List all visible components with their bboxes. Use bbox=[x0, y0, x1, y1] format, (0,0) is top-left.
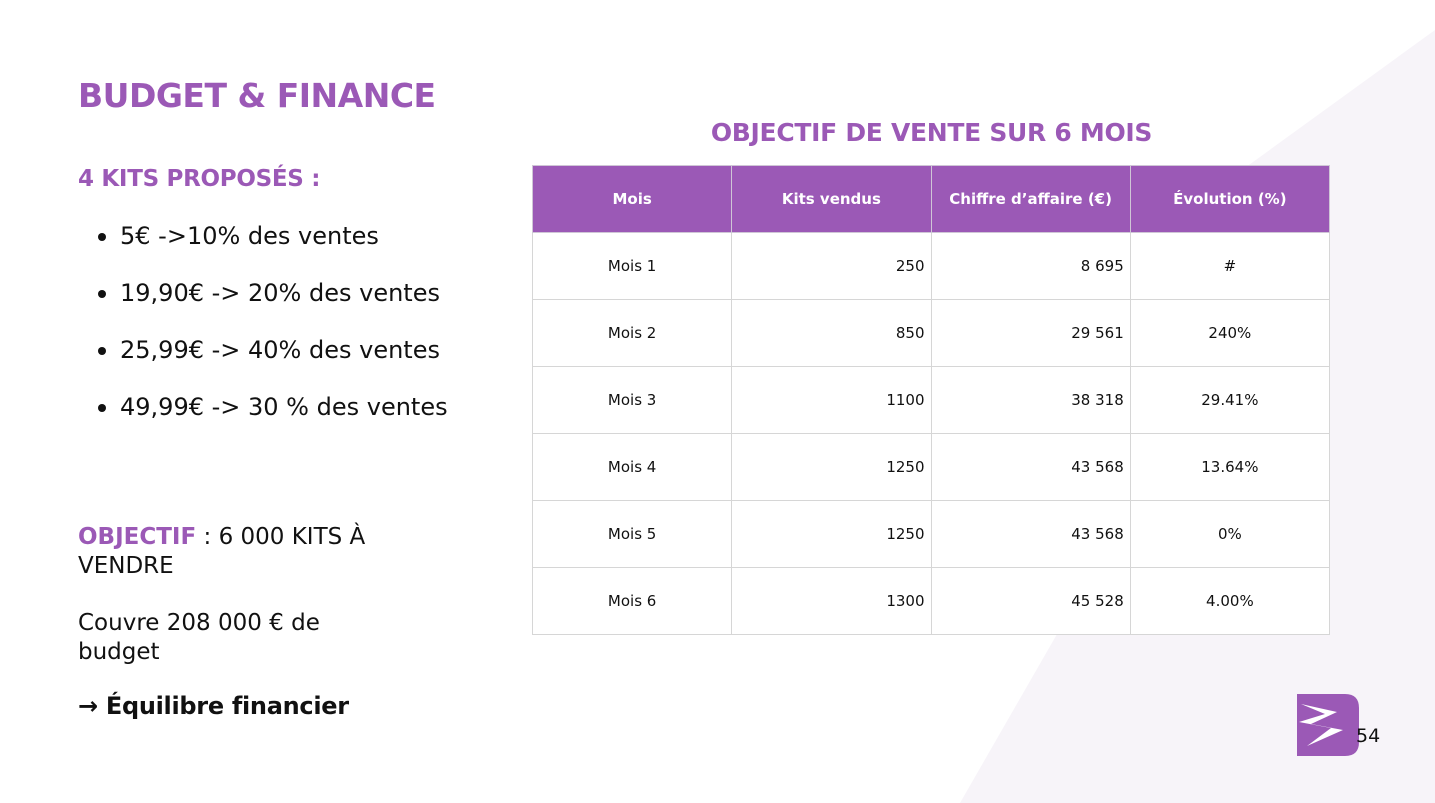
table-row bbox=[533, 501, 1330, 568]
column-header-kits-sold: Kits vendus bbox=[732, 166, 931, 233]
revenue-cell: 45 528 bbox=[931, 568, 1130, 635]
kits-list bbox=[78, 220, 448, 448]
objective-text bbox=[78, 523, 408, 581]
kit-label: 19,90€ -> 20% des ventes bbox=[120, 279, 440, 307]
month-cell: Mois 1 bbox=[533, 233, 732, 300]
month-cell: Mois 4 bbox=[533, 434, 732, 501]
kits-sold-cell: 1100 bbox=[732, 367, 931, 434]
revenue-cell: 43 568 bbox=[931, 501, 1130, 568]
evolution-cell: 240% bbox=[1130, 300, 1329, 367]
evolution-cell: # bbox=[1130, 233, 1329, 300]
bullet-icon bbox=[98, 290, 106, 298]
month-cell: Mois 5 bbox=[533, 501, 732, 568]
table-row bbox=[533, 434, 1330, 501]
sales-table bbox=[532, 165, 1330, 635]
revenue-cell: 8 695 bbox=[931, 233, 1130, 300]
kits-sold-cell: 1250 bbox=[732, 501, 931, 568]
list-item bbox=[78, 220, 448, 277]
evolution-cell: 0% bbox=[1130, 501, 1329, 568]
kits-heading: 4 KITS PROPOSÉS : bbox=[78, 166, 321, 192]
table-row bbox=[533, 300, 1330, 367]
revenue-cell: 38 318 bbox=[931, 367, 1130, 434]
objective-label: OBJECTIF bbox=[78, 524, 197, 550]
column-header-month: Mois bbox=[533, 166, 732, 233]
kit-label: 49,99€ -> 30 % des ventes bbox=[120, 393, 448, 421]
budget-text: Couvre 208 000 € de budget bbox=[78, 610, 320, 665]
table-row bbox=[533, 233, 1330, 300]
brand-logo-icon bbox=[1297, 694, 1359, 756]
page-number: 54 bbox=[1356, 725, 1381, 747]
kit-label: 25,99€ -> 40% des ventes bbox=[120, 336, 440, 364]
kits-sold-cell: 1300 bbox=[732, 568, 931, 635]
objective-value: : 6 000 KITS À VENDRE bbox=[78, 524, 366, 579]
table-row bbox=[533, 367, 1330, 434]
list-item bbox=[78, 277, 448, 334]
list-item bbox=[78, 334, 448, 391]
revenue-cell: 29 561 bbox=[931, 300, 1130, 367]
bullet-icon bbox=[98, 347, 106, 355]
column-header-evolution: Évolution (%) bbox=[1130, 166, 1329, 233]
kit-label: 5€ ->10% des ventes bbox=[120, 222, 379, 250]
table-title: OBJECTIF DE VENTE SUR 6 MOIS bbox=[710, 118, 1153, 147]
revenue-cell: 43 568 bbox=[931, 434, 1130, 501]
kits-sold-cell: 250 bbox=[732, 233, 931, 300]
balance-text: → Équilibre financier bbox=[78, 692, 349, 720]
list-item bbox=[78, 391, 448, 448]
month-cell: Mois 2 bbox=[533, 300, 732, 367]
table-header-row bbox=[533, 166, 1330, 233]
column-header-revenue: Chiffre d’affaire (€) bbox=[931, 166, 1130, 233]
evolution-cell: 29.41% bbox=[1130, 367, 1329, 434]
kits-sold-cell: 850 bbox=[732, 300, 931, 367]
evolution-cell: 13.64% bbox=[1130, 434, 1329, 501]
page-title: BUDGET & FINANCE bbox=[78, 76, 436, 115]
evolution-cell: 4.00% bbox=[1130, 568, 1329, 635]
bullet-icon bbox=[98, 404, 106, 412]
table-row bbox=[533, 568, 1330, 635]
month-cell: Mois 3 bbox=[533, 367, 732, 434]
kits-sold-cell: 1250 bbox=[732, 434, 931, 501]
bullet-icon bbox=[98, 233, 106, 241]
month-cell: Mois 6 bbox=[533, 568, 732, 635]
